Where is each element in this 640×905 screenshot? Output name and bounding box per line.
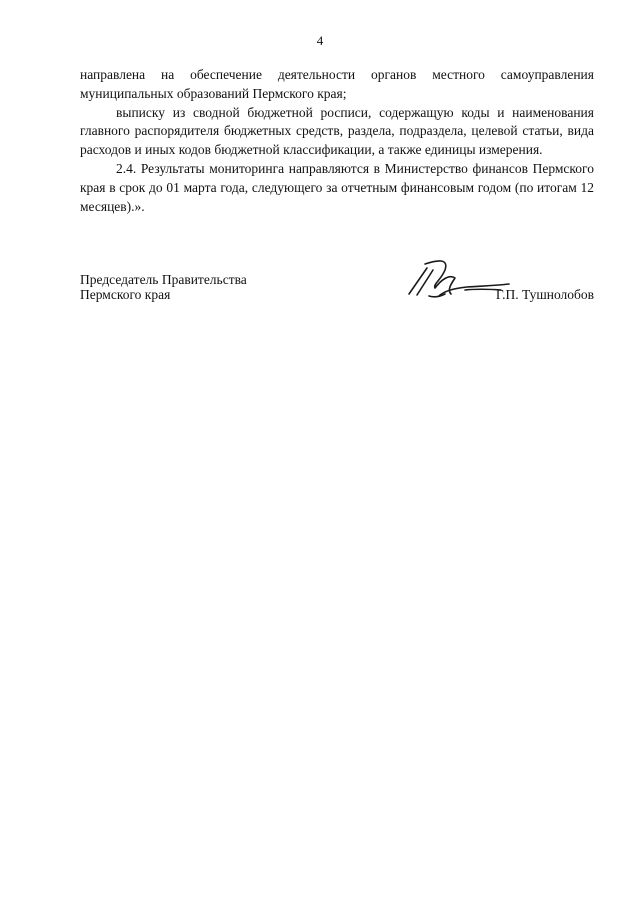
signature-block xyxy=(80,273,594,313)
paragraph-3: 2.4. Результаты мониторинга направляются в Министерство финансов Пермского края в срок до 01 марта года, следующего за отчетным финансовым годом (по итогам 12 месяцев).». xyxy=(80,160,594,214)
signatory-title-line1: Председатель Правительства xyxy=(80,272,247,287)
paragraph-1: направлена на обеспечение деятельности органов местного самоуправления муниципальных образований Пермского края; xyxy=(80,67,594,101)
signatory-name: Г.П. Тушнолобов xyxy=(495,287,594,302)
signatory-title-line2: Пермского края xyxy=(80,286,171,302)
page-number: 4 xyxy=(316,33,324,48)
signatory-title xyxy=(80,273,247,302)
document-body xyxy=(80,66,594,216)
paragraph-2: выписку из сводной бюджетной росписи, содержащую коды и наименования главного распорядителя бюджетных средств, раздела, подраздела, целевой статьи, вида расходов и иных кодов бюджетной классификации, а также единицы измерения. xyxy=(80,104,594,158)
